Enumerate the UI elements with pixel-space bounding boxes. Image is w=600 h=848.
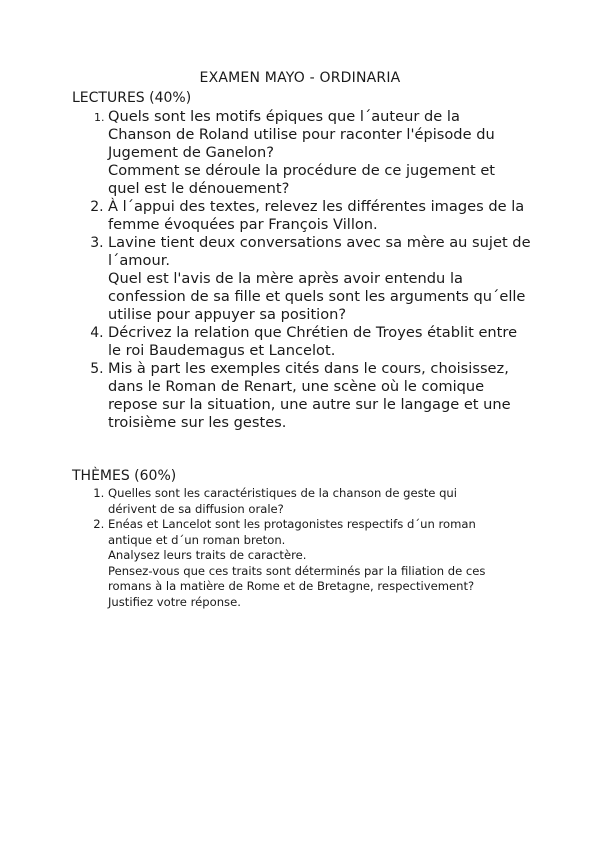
list-item: 2. À l´appui des textes, relevez les différentes images de la femme évoquées par François Villon.: [108, 198, 578, 234]
list-item: 3. Lavine tient deux conversations avec sa mère au sujet de l´amour. Quel est l'avis de la mère après avoir entendu la confession de sa fille et quels sont les arguments qu´elle utilise pour appuyer sa position?: [108, 234, 578, 324]
list-item: 1. Quelles sont les caractéristiques de la chanson de geste qui dérivent de sa diffusion orale?: [108, 486, 578, 517]
lectures-heading: LECTURES (40%): [72, 90, 192, 106]
list-item: 1. Quels sont les motifs épiques que l´auteur de la Chanson de Roland utilise pour raconter l'épisode du Jugement de Ganelon? Comment se déroule la procédure de ce jugement et quel est le dénouement?: [108, 108, 578, 198]
lectures-list: [72, 108, 578, 432]
list-item: 4. Décrivez la relation que Chrétien de Troyes établit entre le roi Baudemagus et Lancelot.: [108, 324, 578, 360]
list-item: 5. Mis à part les exemples cités dans le cours, choisissez, dans le Roman de Renart, une scène où le comique repose sur la situation, une autre sur le langage et une troisième sur les gestes.: [108, 360, 578, 432]
list-item: 2. Enéas et Lancelot sont les protagonistes respectifs d´un roman antique et d´un roman breton. Analysez leurs traits de caractère. Pensez-vous que ces traits sont déterminés par la filiation de ces romans à la matière de Rome et de Bretagne, respectivement? Justifiez votre réponse.: [108, 517, 578, 610]
themes-list: [72, 486, 578, 610]
page-title: EXAMEN MAYO - ORDINARIA: [199, 70, 401, 86]
themes-heading: THÈMES (60%): [72, 468, 177, 484]
